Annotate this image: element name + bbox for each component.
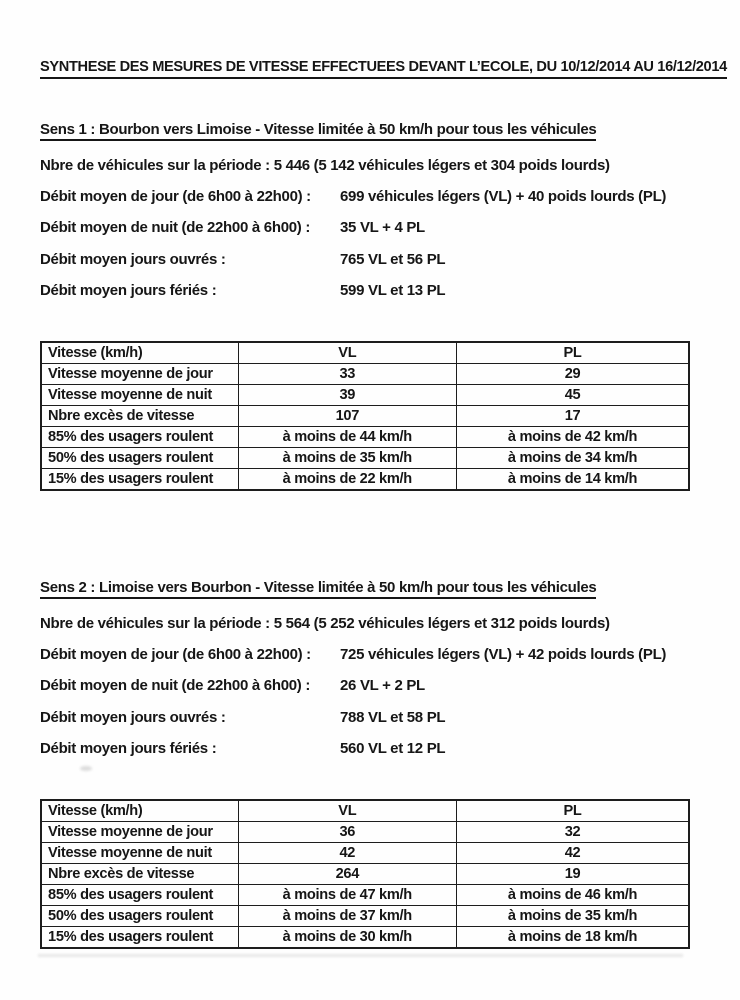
stat-label: Débit moyen de nuit (de 22h00 à 6h00) : xyxy=(40,677,311,694)
stat-label: Débit moyen jours fériés : xyxy=(40,740,217,757)
col-header-speed: Vitesse (km/h) xyxy=(41,342,238,364)
vl-value: à moins de 30 km/h xyxy=(238,927,457,949)
row-label: Vitesse moyenne de jour xyxy=(41,364,238,385)
row-label: 15% des usagers roulent xyxy=(41,927,238,949)
row-label: 50% des usagers roulent xyxy=(41,448,238,469)
pl-value: à moins de 35 km/h xyxy=(457,906,689,927)
vl-value: 264 xyxy=(238,864,457,885)
vl-value: 107 xyxy=(238,406,457,427)
table-row xyxy=(41,385,689,406)
stat-value: 699 véhicules légers (VL) + 40 poids lourds (PL) xyxy=(340,187,667,205)
stat-value: 560 VL et 12 PL xyxy=(340,740,446,757)
vl-value: 33 xyxy=(238,364,457,385)
vl-value: à moins de 35 km/h xyxy=(238,448,457,469)
stat-value: 35 VL + 4 PL xyxy=(340,219,425,236)
col-header-vl: VL xyxy=(238,342,457,364)
stat-line-holidays xyxy=(40,739,706,758)
row-label: 85% des usagers roulent xyxy=(41,427,238,448)
table-row xyxy=(41,843,689,864)
pl-value: à moins de 34 km/h xyxy=(457,448,689,469)
row-label: Nbre excès de vitesse xyxy=(41,406,238,427)
pl-value: 17 xyxy=(457,406,689,427)
scan-smudge xyxy=(38,954,683,957)
table-row xyxy=(41,427,689,448)
section-1-heading: Sens 1 : Bourbon vers Limoise - Vitesse limitée à 50 km/h pour tous les véhicules xyxy=(40,121,596,141)
section-1-vehicle-count: Nbre de véhicules sur la période : 5 446 (5 142 véhicules légers et 304 poids lourds) xyxy=(40,157,610,174)
pl-value: à moins de 42 km/h xyxy=(457,427,689,448)
stat-label: Débit moyen jours fériés : xyxy=(40,282,217,299)
stat-label: Débit moyen jours ouvrés : xyxy=(40,708,226,726)
table-row xyxy=(41,448,689,469)
stat-label: Débit moyen jours ouvrés : xyxy=(40,250,226,268)
row-label: 15% des usagers roulent xyxy=(41,469,238,491)
table-header-row xyxy=(41,800,689,822)
table-row xyxy=(41,906,689,927)
vl-value: à moins de 47 km/h xyxy=(238,885,457,906)
section-2-heading: Sens 2 : Limoise vers Bourbon - Vitesse limitée à 50 km/h pour tous les véhicules xyxy=(40,579,596,599)
vl-value: 39 xyxy=(238,385,457,406)
pl-value: 19 xyxy=(457,864,689,885)
table-row xyxy=(41,864,689,885)
pl-value: 29 xyxy=(457,364,689,385)
pl-value: à moins de 14 km/h xyxy=(457,469,689,491)
table-row xyxy=(41,927,689,949)
col-header-pl: PL xyxy=(457,800,689,822)
pl-value: 42 xyxy=(457,843,689,864)
col-header-pl: PL xyxy=(457,342,689,364)
col-header-vl: VL xyxy=(238,800,457,822)
stat-value: 26 VL + 2 PL xyxy=(340,677,425,694)
stat-value: 599 VL et 13 PL xyxy=(340,282,446,299)
stat-line-holidays xyxy=(40,281,706,300)
row-label: Vitesse moyenne de jour xyxy=(41,822,238,843)
stat-line-day-flow xyxy=(40,187,706,206)
section-2-vehicle-count: Nbre de véhicules sur la période : 5 564 (5 252 véhicules légers et 312 poids lourds) xyxy=(40,615,610,632)
stat-line-night-flow xyxy=(40,676,706,695)
stat-label: Débit moyen de nuit (de 22h00 à 6h00) : xyxy=(40,219,311,236)
table-row xyxy=(41,406,689,427)
section-sens-1 xyxy=(40,79,706,491)
stat-label: Débit moyen de jour (de 6h00 à 22h00) : xyxy=(40,645,311,663)
vl-value: 36 xyxy=(238,822,457,843)
speed-table-sens-2 xyxy=(40,799,690,949)
table-row xyxy=(41,822,689,843)
table-row xyxy=(41,885,689,906)
row-label: 50% des usagers roulent xyxy=(41,906,238,927)
stat-line-night-flow xyxy=(40,218,706,237)
row-label: Vitesse moyenne de nuit xyxy=(41,385,238,406)
vl-value: 42 xyxy=(238,843,457,864)
document-content xyxy=(40,58,727,949)
row-label: 85% des usagers roulent xyxy=(41,885,238,906)
row-label: Vitesse moyenne de nuit xyxy=(41,843,238,864)
stat-value: 725 véhicules légers (VL) + 42 poids lourds (PL) xyxy=(340,645,667,663)
table-row xyxy=(41,364,689,385)
stat-line-working-days xyxy=(40,250,706,269)
vl-value: à moins de 44 km/h xyxy=(238,427,457,448)
pl-value: 32 xyxy=(457,822,689,843)
stat-label: Débit moyen de jour (de 6h00 à 22h00) : xyxy=(40,187,311,205)
document-title: SYNTHESE DES MESURES DE VITESSE EFFECTUEES DEVANT L’ECOLE, DU 10/12/2014 AU 16/12/2014 xyxy=(40,59,727,79)
vl-value: à moins de 37 km/h xyxy=(238,906,457,927)
scan-smudge xyxy=(80,766,92,771)
stat-value: 765 VL et 56 PL xyxy=(340,250,446,268)
row-label: Nbre excès de vitesse xyxy=(41,864,238,885)
section-sens-2 xyxy=(40,491,706,949)
pl-value: à moins de 46 km/h xyxy=(457,885,689,906)
pl-value: à moins de 18 km/h xyxy=(457,927,689,949)
table-row xyxy=(41,469,689,491)
stat-line-working-days xyxy=(40,708,706,727)
speed-table-sens-1 xyxy=(40,341,690,491)
stat-line-day-flow xyxy=(40,645,706,664)
pl-value: 45 xyxy=(457,385,689,406)
vl-value: à moins de 22 km/h xyxy=(238,469,457,491)
table-header-row xyxy=(41,342,689,364)
stat-value: 788 VL et 58 PL xyxy=(340,708,446,726)
col-header-speed: Vitesse (km/h) xyxy=(41,800,238,822)
